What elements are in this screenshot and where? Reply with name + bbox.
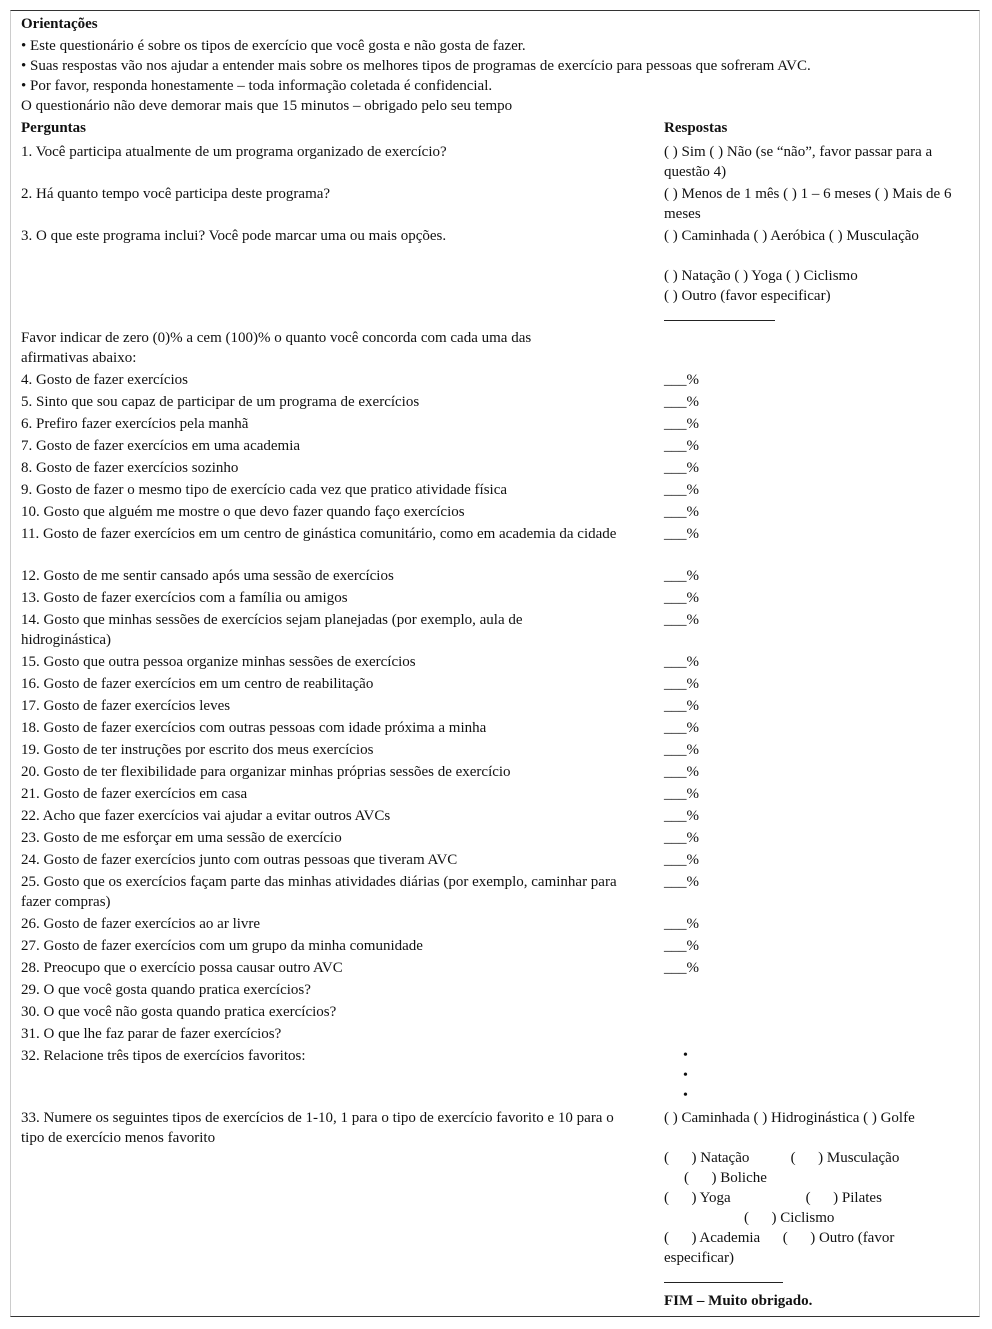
answer-3-options-2[interactable]: ( ) Natação ( ) Yoga ( ) Ciclismo xyxy=(664,268,858,284)
question-24: 24. Gosto de fazer exercícios junto com outras pessoas que tiveram AVC xyxy=(21,852,458,868)
question-11: 11. Gosto de fazer exercícios em um centro de ginástica comunitário, como em academia da cidade xyxy=(21,526,617,542)
answer-6-percent[interactable]: ___% xyxy=(664,416,699,432)
answer-22-percent[interactable]: ___% xyxy=(664,808,699,824)
answer-8-percent[interactable]: ___% xyxy=(664,460,699,476)
answer-10-percent[interactable]: ___% xyxy=(664,504,699,520)
question-29: 29. O que você gosta quando pratica exercícios? xyxy=(21,982,311,998)
question-16: 16. Gosto de fazer exercícios em um centro de reabilitação xyxy=(21,676,374,692)
intro-title: Orientações xyxy=(21,16,98,32)
question-28: 28. Preocupo que o exercício possa causar outro AVC xyxy=(21,960,343,976)
question-13: 13. Gosto de fazer exercícios com a família ou amigos xyxy=(21,590,348,606)
question-15: 15. Gosto que outra pessoa organize minhas sessões de exercícios xyxy=(21,654,416,670)
answer-13-percent[interactable]: ___% xyxy=(664,590,699,606)
answer-24-percent[interactable]: ___% xyxy=(664,852,699,868)
answer-12-percent[interactable]: ___% xyxy=(664,568,699,584)
answer-5-percent[interactable]: ___% xyxy=(664,394,699,410)
question-25: 25. Gosto que os exercícios façam parte das minhas atividades diárias (por exemplo, caminhar para fazer compras) xyxy=(21,874,617,910)
answer-17-percent[interactable]: ___% xyxy=(664,698,699,714)
end-message: FIM – Muito obrigado. xyxy=(664,1293,813,1309)
intro-note: O questionário não deve demorar mais que 15 minutos – obrigado pelo seu tempo xyxy=(21,98,513,114)
answer-33-options-1[interactable]: ( ) Caminhada ( ) Hidroginástica ( ) Golfe xyxy=(664,1110,915,1126)
answer-15-percent[interactable]: ___% xyxy=(664,654,699,670)
question-23: 23. Gosto de me esforçar em uma sessão de exercício xyxy=(21,830,342,846)
intro-bullet-1: • Este questionário é sobre os tipos de exercício que você gosta e não gosta de fazer. xyxy=(21,38,526,54)
question-4: 4. Gosto de fazer exercícios xyxy=(21,372,189,388)
scale-instruction: Favor indicar de zero (0)% a cem (100)% o quanto você concorda com cada uma das afirmativas abaixo: xyxy=(21,330,532,366)
question-22: 22. Acho que fazer exercícios vai ajudar a evitar outros AVCs xyxy=(21,808,391,824)
answer-3-specify-line[interactable] xyxy=(664,320,775,321)
answer-11-percent[interactable]: ___% xyxy=(664,526,699,542)
question-19: 19. Gosto de ter instruções por escrito dos meus exercícios xyxy=(21,742,374,758)
answer-3-options-1[interactable]: ( ) Caminhada ( ) Aeróbica ( ) Musculação xyxy=(664,228,919,244)
answer-1[interactable]: ( ) Sim ( ) Não (se “não”, favor passar para a questão 4) xyxy=(664,144,933,180)
answer-25-percent[interactable]: ___% xyxy=(664,874,699,890)
question-33: 33. Numere os seguintes tipos de exercícios de 1-10, 1 para o tipo de exercício favorito e 10 para o tipo de exercício menos favorito xyxy=(21,1110,614,1146)
answer-27-percent[interactable]: ___% xyxy=(664,938,699,954)
answer-16-percent[interactable]: ___% xyxy=(664,676,699,692)
question-1: 1. Você participa atualmente de um programa organizado de exercício? xyxy=(21,144,447,160)
answer-14-percent[interactable]: ___% xyxy=(664,612,699,628)
intro-bullet-2: • Suas respostas vão nos ajudar a entender mais sobre os melhores tipos de programas de exercício para pessoas que sofreram AVC. xyxy=(21,58,811,74)
answer-23-percent[interactable]: ___% xyxy=(664,830,699,846)
question-27: 27. Gosto de fazer exercícios com um grupo da minha comunidade xyxy=(21,938,423,954)
question-6: 6. Prefiro fazer exercícios pela manhã xyxy=(21,416,249,432)
question-30: 30. O que você não gosta quando pratica exercícios? xyxy=(21,1004,337,1020)
question-2: 2. Há quanto tempo você participa deste programa? xyxy=(21,186,331,202)
answer-2[interactable]: ( ) Menos de 1 mês ( ) 1 – 6 meses ( ) Mais de 6 meses xyxy=(664,186,952,222)
answer-19-percent[interactable]: ___% xyxy=(664,742,699,758)
question-3: 3. O que este programa inclui? Você pode marcar uma ou mais opções. xyxy=(21,228,447,244)
answers-header: Respostas xyxy=(664,120,728,136)
question-20: 20. Gosto de ter flexibilidade para organizar minhas próprias sessões de exercício xyxy=(21,764,511,780)
question-8: 8. Gosto de fazer exercícios sozinho xyxy=(21,460,239,476)
answer-3-options-3[interactable]: ( ) Outro (favor especificar) xyxy=(664,288,831,304)
answer-9-percent[interactable]: ___% xyxy=(664,482,699,498)
answer-33-specify-line[interactable] xyxy=(664,1282,783,1283)
answer-18-percent[interactable]: ___% xyxy=(664,720,699,736)
question-21: 21. Gosto de fazer exercícios em casa xyxy=(21,786,248,802)
answer-33-options-3[interactable]: ( ) Yoga ( ) Pilates xyxy=(664,1190,882,1206)
question-17: 17. Gosto de fazer exercícios leves xyxy=(21,698,231,714)
answer-4-percent[interactable]: ___% xyxy=(664,372,699,388)
question-32: 32. Relacione três tipos de exercícios favoritos: xyxy=(21,1048,306,1064)
answer-33-options-2b[interactable]: ( ) Boliche xyxy=(684,1170,767,1186)
question-31: 31. O que lhe faz parar de fazer exercícios? xyxy=(21,1026,282,1042)
question-26: 26. Gosto de fazer exercícios ao ar livre xyxy=(21,916,261,932)
answer-33-options-4[interactable]: ( ) Academia ( ) Outro (favor especificar) xyxy=(664,1230,899,1266)
favorite-bullet-3[interactable]: • xyxy=(683,1088,688,1103)
question-12: 12. Gosto de me sentir cansado após uma sessão de exercícios xyxy=(21,568,394,584)
question-7: 7. Gosto de fazer exercícios em uma academia xyxy=(21,438,301,454)
questions-header: Perguntas xyxy=(21,120,86,136)
answer-21-percent[interactable]: ___% xyxy=(664,786,699,802)
answer-7-percent[interactable]: ___% xyxy=(664,438,699,454)
answer-28-percent[interactable]: ___% xyxy=(664,960,699,976)
question-5: 5. Sinto que sou capaz de participar de um programa de exercícios xyxy=(21,394,420,410)
answer-33-options-2[interactable]: ( ) Natação ( ) Musculação xyxy=(664,1150,900,1166)
favorite-bullet-1[interactable]: • xyxy=(683,1048,688,1063)
favorite-bullet-2[interactable]: • xyxy=(683,1068,688,1083)
answer-20-percent[interactable]: ___% xyxy=(664,764,699,780)
answer-33-options-3b[interactable]: ( ) Ciclismo xyxy=(744,1210,835,1226)
question-18: 18. Gosto de fazer exercícios com outras pessoas com idade próxima a minha xyxy=(21,720,487,736)
question-14: 14. Gosto que minhas sessões de exercícios sejam planejadas (por exemplo, aula de hidroginástica) xyxy=(21,612,523,648)
intro-bullet-3: • Por favor, responda honestamente – toda informação coletada é confidencial. xyxy=(21,78,493,94)
question-10: 10. Gosto que alguém me mostre o que devo fazer quando faço exercícios xyxy=(21,504,465,520)
question-9: 9. Gosto de fazer o mesmo tipo de exercício cada vez que pratico atividade física xyxy=(21,482,508,498)
answer-26-percent[interactable]: ___% xyxy=(664,916,699,932)
